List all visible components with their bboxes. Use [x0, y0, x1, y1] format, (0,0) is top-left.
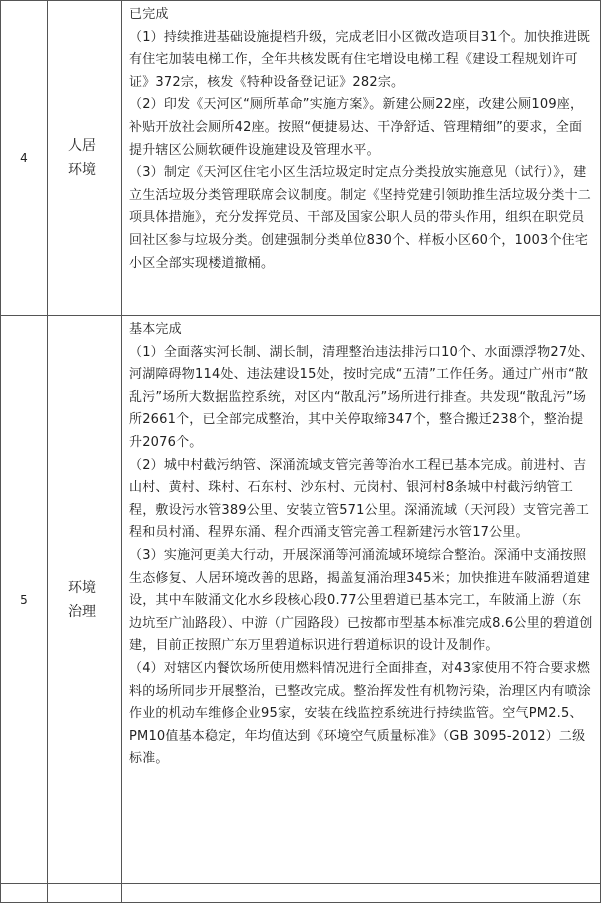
- content-paragraph: （2）城中村截污纳管、深涌流域支管完善等治水工程已基本完成。前进村、吉山村、黄村、珠村、石东村、沙东村、元岗村、银河村8条城中村截污纳管工程，敷设污水管389公里、安装立管571公里。深涌流域（天河段）支管完善工程和员村涌、程界东涌、程介西涌支管完善工程新建污水管17公里。: [129, 457, 590, 541]
- category-line: 环境: [68, 162, 96, 178]
- status-text: 已完成: [129, 7, 169, 22]
- row-category: [48, 1, 122, 316]
- content-paragraph: （3）实施河更美大行动，开展深涌等河涌流域环境综合整治。深涌中支涌按照生态修复、人居环境改善的思路，揭盖复涌治理345米；加快推进车陂涌碧道建设，其中车陂涌文化水乡段核心段0.77公里碧道已基本完工，车陂涌上游（东边坑至广汕路段）、中游（广园路段）已按都市型基本标准完成8.6公里的碧道创建，目前正按照广东万里碧道标识进行碧道标识的设计及制作。: [129, 547, 593, 654]
- content-paragraph: （3）制定《天河区住宅小区生活垃圾定时定点分类投放实施意见（试行）》，建立生活垃圾分类管理联席会议制度。制定《坚持党建引领助推生活垃圾分类十二项具体措施》，充分发挥党员、干部及国家公职人员的带头作用，组织在职党员回社区参与垃圾分类。创建强制分类单位830个、样板小区60个，1003个住宅小区全部实现楼道撤桶。: [129, 165, 592, 271]
- row-number: [1, 884, 48, 903]
- row-category: [48, 884, 122, 903]
- content-paragraph: （2）印发《天河区“厕所革命”实施方案》。新建公厕22座，改建公厕109座，补贴开放社会厕所42座。按照“便捷易达、干净舒适、管理精细”的要求，全面提升辖区公厕软硬件设施建设及管理水平。: [129, 97, 584, 158]
- row-category: [48, 316, 122, 884]
- table-row: [1, 884, 601, 903]
- table-row: [1, 1, 601, 316]
- content-paragraph: （1）全面落实河长制、湖长制，清理整治违法排污口10个、水面漂浮物27处、河湖障碍物114处、违法建设15处，按时完成“五清”工作任务。通过广州市“散乱污”场所大数据监控系统，对区内“散乱污”场所进行排查。共发现“散乱污”场所2661个，已全部完成整治，其中关停取缔347个，整合搬迁238个，整治提升2076个。: [129, 344, 594, 450]
- table-row: [1, 316, 601, 884]
- status-text: 基本完成: [129, 322, 182, 337]
- content-paragraph: （1）持续推进基础设施提档升级，完成老旧小区微改造项目31个。加快推进既有住宅加装电梯工作，全年共核发既有住宅增设电梯工程《建设工程规划许可证》372宗，核发《特种设备登记证》282宗。: [129, 29, 591, 90]
- row-number: 4: [1, 1, 48, 316]
- row-number: 5: [1, 316, 48, 884]
- row-content: [122, 884, 601, 903]
- row-content: [122, 316, 601, 884]
- content-paragraph: （4）对辖区内餐饮场所使用燃料情况进行全面排查，对43家使用不符合要求燃料的场所同步开展整治，已整改完成。整治挥发性有机物污染，治理区内有喷涂作业的机动车维修企业95家，安装在线监控系统进行持续监管。空气PM2.5、PM10值基本稳定，年均值达到《环境空气质量标准》（GB 3095-2012）二级标准。: [129, 660, 592, 767]
- row-content: [122, 1, 601, 316]
- category-line: 人居: [68, 138, 96, 154]
- category-line: 环境: [68, 579, 96, 596]
- category-line: 治理: [68, 603, 96, 620]
